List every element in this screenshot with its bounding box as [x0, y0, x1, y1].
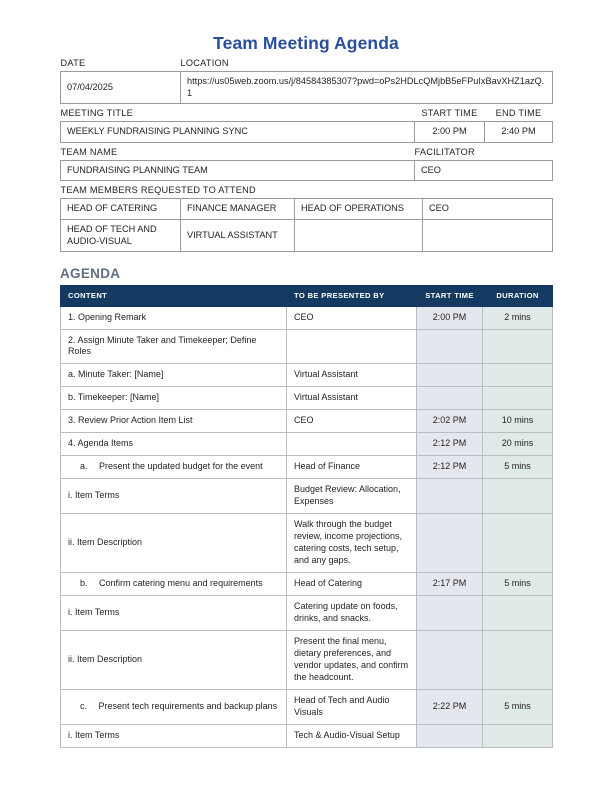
agenda-content-text: c. Present tech requirements and backup plans	[80, 700, 278, 711]
label-team-name: TEAM NAME	[60, 146, 118, 157]
agenda-content-cell[interactable]: i. Item Terms	[61, 479, 287, 514]
agenda-content-cell[interactable]: 3. Review Prior Action Item List	[61, 410, 287, 433]
member-cell[interactable]: CEO	[423, 199, 553, 220]
member-cell[interactable]	[423, 219, 553, 252]
agenda-content-cell[interactable]: 1. Opening Remark	[61, 306, 287, 329]
agenda-start-time-cell[interactable]	[417, 479, 483, 514]
agenda-duration-cell[interactable]: 5 mins	[483, 689, 553, 724]
label-location: LOCATION	[180, 58, 229, 68]
team-members-label-row	[61, 181, 553, 198]
table-row	[61, 219, 553, 252]
agenda-presenter-cell[interactable]: CEO	[287, 306, 417, 329]
member-cell[interactable]: VIRTUAL ASSISTANT	[181, 219, 295, 252]
agenda-duration-cell[interactable]: 5 mins	[483, 456, 553, 479]
agenda-duration-cell[interactable]: 10 mins	[483, 410, 553, 433]
table-row	[61, 199, 553, 220]
value-date: 07/04/2025	[61, 71, 181, 104]
agenda-content-cell[interactable]: 4. Agenda Items	[61, 433, 287, 456]
team-name-value-row	[61, 160, 553, 181]
agenda-content-cell[interactable]	[61, 573, 287, 596]
table-row	[61, 573, 553, 596]
agenda-duration-cell[interactable]	[483, 724, 553, 747]
agenda-presenter-cell[interactable]: Head of Tech and Audio Visuals	[287, 689, 417, 724]
agenda-start-time-cell[interactable]: 2:00 PM	[417, 306, 483, 329]
agenda-presenter-cell[interactable]: CEO	[287, 410, 417, 433]
agenda-duration-cell[interactable]	[483, 387, 553, 410]
agenda-presenter-cell[interactable]	[287, 433, 417, 456]
column-header-content: CONTENT	[61, 286, 287, 306]
table-row	[61, 387, 553, 410]
agenda-presenter-cell[interactable]: Virtual Assistant	[287, 387, 417, 410]
agenda-start-time-cell[interactable]	[417, 329, 483, 364]
agenda-duration-cell[interactable]	[483, 596, 553, 631]
meeting-title-table	[60, 104, 553, 143]
agenda-start-time-cell[interactable]: 2:02 PM	[417, 410, 483, 433]
agenda-presenter-cell[interactable]: Budget Review: Allocation, Expenses	[287, 479, 417, 514]
member-cell[interactable]: HEAD OF CATERING	[61, 199, 181, 220]
label-meeting-title: MEETING TITLE	[60, 108, 134, 119]
agenda-start-time-cell[interactable]: 2:12 PM	[417, 456, 483, 479]
label-facilitator: FACILITATOR	[414, 146, 475, 157]
value-location[interactable]: https://us05web.zoom.us/j/84584385307?pwd=oPs2HDLcQMjbB5eFPuIxBavXHZ1azQ.1	[181, 71, 553, 104]
agenda-start-time-cell[interactable]: 2:17 PM	[417, 573, 483, 596]
member-cell[interactable]: FINANCE MANAGER	[181, 199, 295, 220]
member-cell[interactable]: HEAD OF TECH AND AUDIO-VISUAL	[61, 219, 181, 252]
agenda-content-cell[interactable]: 2. Assign Minute Taker and Timekeeper; Define Roles	[61, 329, 287, 364]
table-row	[61, 456, 553, 479]
date-location-table	[60, 54, 553, 104]
agenda-duration-cell[interactable]	[483, 631, 553, 690]
agenda-content-cell[interactable]: ii. Item Description	[61, 631, 287, 690]
agenda-duration-cell[interactable]	[483, 514, 553, 573]
agenda-content-text: a. Present the updated budget for the event	[80, 461, 263, 472]
table-row	[61, 596, 553, 631]
value-meeting-title[interactable]: WEEKLY FUNDRAISING PLANNING SYNC	[61, 122, 415, 143]
table-row	[61, 689, 553, 724]
agenda-content-text: b. Confirm catering menu and requirements	[80, 578, 263, 589]
label-end-time: END TIME	[495, 108, 542, 119]
agenda-start-time-cell[interactable]	[417, 364, 483, 387]
table-row	[61, 306, 553, 329]
agenda-section-heading: AGENDA	[60, 266, 121, 282]
agenda-table-body	[61, 306, 553, 747]
agenda-presenter-cell[interactable]: Tech & Audio-Visual Setup	[287, 724, 417, 747]
value-end-time[interactable]: 2:40 PM	[485, 122, 553, 143]
agenda-start-time-cell[interactable]	[417, 514, 483, 573]
agenda-content-cell[interactable]: b. Timekeeper: [Name]	[61, 387, 287, 410]
meeting-title-value-row	[61, 122, 553, 143]
agenda-content-cell[interactable]: i. Item Terms	[61, 724, 287, 747]
label-start-time: START TIME	[421, 108, 478, 119]
agenda-start-time-cell[interactable]: 2:22 PM	[417, 689, 483, 724]
agenda-duration-cell[interactable]: 20 mins	[483, 433, 553, 456]
agenda-start-time-cell[interactable]	[417, 387, 483, 410]
agenda-content-cell[interactable]: ii. Item Description	[61, 514, 287, 573]
agenda-duration-cell[interactable]	[483, 364, 553, 387]
agenda-presenter-cell[interactable]	[287, 329, 417, 364]
table-row	[61, 410, 553, 433]
agenda-duration-cell[interactable]: 2 mins	[483, 306, 553, 329]
table-row	[61, 364, 553, 387]
table-row	[61, 514, 553, 573]
team-members-table	[60, 181, 553, 252]
agenda-content-cell[interactable]	[61, 689, 287, 724]
meeting-meta-section	[60, 54, 552, 252]
agenda-duration-cell[interactable]: 5 mins	[483, 573, 553, 596]
agenda-content-cell[interactable]: i. Item Terms	[61, 596, 287, 631]
agenda-content-cell[interactable]	[61, 456, 287, 479]
label-date: DATE	[60, 58, 86, 68]
label-team-members: TEAM MEMBERS REQUESTED TO ATTEND	[60, 185, 256, 196]
column-header-duration: DURATION	[483, 286, 553, 306]
member-cell[interactable]: HEAD OF OPERATIONS	[295, 199, 423, 220]
table-row	[61, 329, 553, 364]
value-team-name[interactable]: FUNDRAISING PLANNING TEAM	[61, 160, 415, 181]
team-name-label-row	[61, 143, 553, 160]
agenda-start-time-cell[interactable]	[417, 724, 483, 747]
agenda-start-time-cell[interactable]: 2:12 PM	[417, 433, 483, 456]
column-header-presented-by: TO BE PRESENTED BY	[287, 286, 417, 306]
agenda-table	[60, 285, 553, 747]
agenda-duration-cell[interactable]	[483, 479, 553, 514]
agenda-duration-cell[interactable]	[483, 329, 553, 364]
agenda-content-cell[interactable]: a. Minute Taker: [Name]	[61, 364, 287, 387]
agenda-presenter-cell[interactable]: Walk through the budget review, income projections, catering costs, tech setup, and any gaps.	[287, 514, 417, 573]
agenda-presenter-cell[interactable]: Head of Finance	[287, 456, 417, 479]
meeting-title-label-row	[61, 104, 553, 121]
agenda-presenter-cell[interactable]: Catering update on foods, drinks, and snacks.	[287, 596, 417, 631]
date-location-label-row	[61, 54, 553, 71]
agenda-start-time-cell[interactable]	[417, 631, 483, 690]
value-facilitator[interactable]: CEO	[415, 160, 553, 181]
agenda-presenter-cell[interactable]: Head of Catering	[287, 573, 417, 596]
date-location-value-row	[61, 71, 553, 104]
page-title: Team Meeting Agenda	[213, 33, 399, 53]
agenda-start-time-cell[interactable]	[417, 596, 483, 631]
agenda-header-row	[61, 286, 553, 306]
agenda-presenter-cell[interactable]: Virtual Assistant	[287, 364, 417, 387]
team-name-table	[60, 143, 553, 182]
agenda-presenter-cell[interactable]: Present the final menu, dietary preferences, and vendor updates, and confirm the headcount.	[287, 631, 417, 690]
value-start-time[interactable]: 2:00 PM	[415, 122, 485, 143]
member-cell[interactable]	[295, 219, 423, 252]
table-row	[61, 479, 553, 514]
table-row	[61, 433, 553, 456]
column-header-start-time: START TIME	[417, 286, 483, 306]
table-row	[61, 631, 553, 690]
table-row	[61, 724, 553, 747]
